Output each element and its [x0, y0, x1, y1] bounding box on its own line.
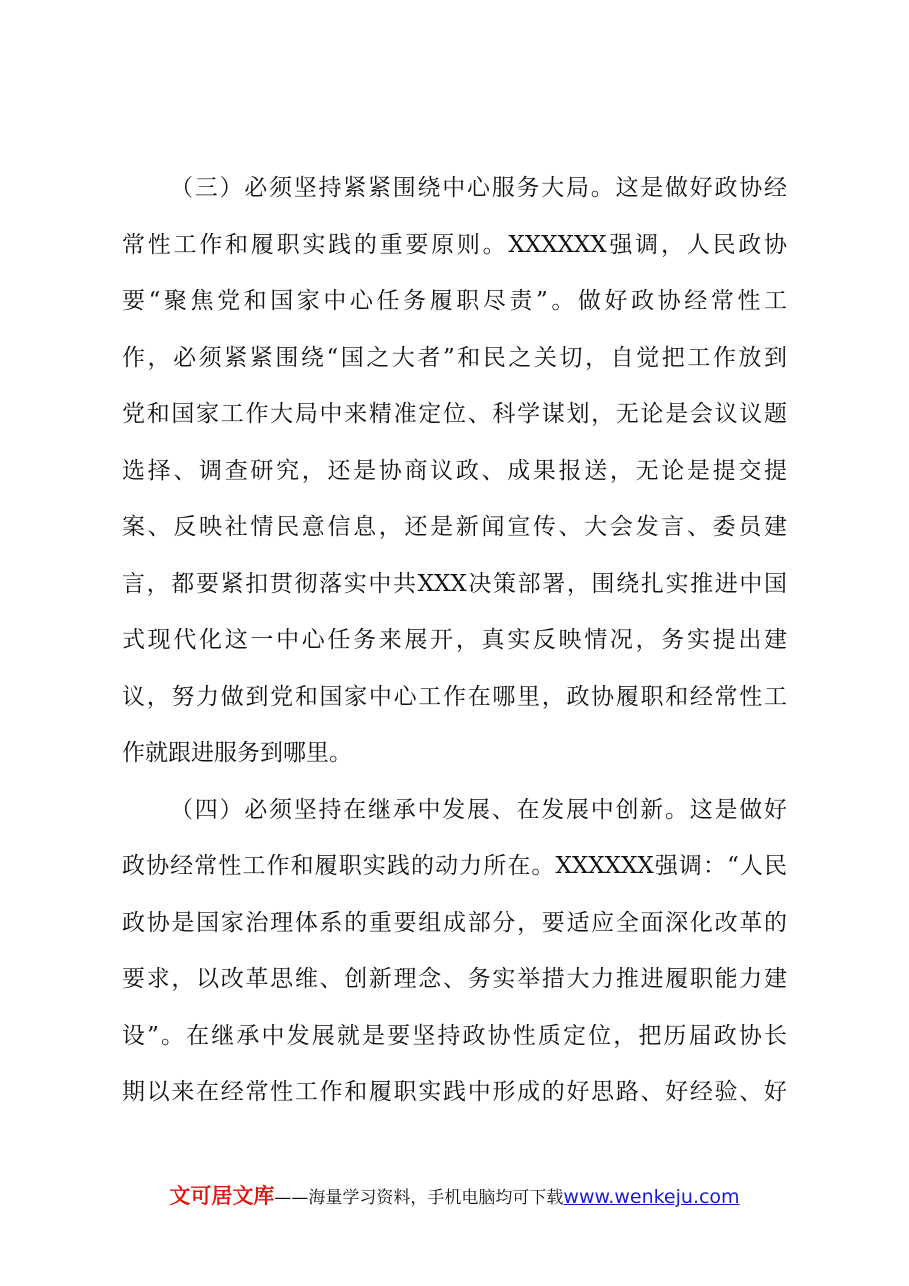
- paragraph-line: 常性工作和履职实践的重要原则。XXXXXX强调，人民政协: [122, 231, 787, 258]
- paragraph-line: 案、反映社情民意信息，还是新闻宣传、大会发言、委员建: [122, 514, 787, 540]
- footer-site-link[interactable]: www.wenkeju.com: [563, 1186, 740, 1208]
- paragraph-line: 党和国家工作大局中来精准定位、科学谋划，无论是会议议题: [122, 401, 787, 427]
- paragraph-line: 设”。在继承中发展就是要坚持政协性质定位，把历届政协长: [122, 1022, 787, 1049]
- footer-slogan: ——海量学习资料，手机电脑均可下载: [274, 1188, 564, 1208]
- paragraph-line: 选择、调查研究，还是协商议政、成果报送，无论是提交提: [122, 457, 787, 484]
- paragraph-line: 要求，以改革思维、创新理念、务实举措大力推进履职能力建: [122, 966, 787, 992]
- footer-brand: 文可居文库: [169, 1184, 275, 1208]
- paragraph-line: （三）必须坚持紧紧围绕中心服务大局。这是做好政协经: [170, 175, 787, 201]
- paragraph-line: 议，努力做到党和国家中心工作在哪里，政协履职和经常性工: [122, 683, 787, 710]
- paragraph-line: 言，都要紧扣贯彻落实中共XXX决策部署，围绕扎实推进中国: [122, 570, 787, 597]
- footer-banner: [0, 1180, 909, 1210]
- paragraph-line: 政协是国家治理体系的重要组成部分，要适应全面深化改革的: [122, 909, 787, 936]
- paragraph-line: 政协经常性工作和履职实践的动力所在。XXXXXX强调：“人民: [122, 853, 787, 879]
- paragraph-line: 式现代化这一中心任务来展开，真实反映情况，务实提出建: [122, 627, 787, 653]
- paragraph-line: 作就跟进服务到哪里。: [122, 740, 352, 766]
- body-text: [122, 160, 787, 1121]
- paragraph-line: （四）必须坚持在继承中发展、在发展中创新。这是做好: [170, 796, 787, 823]
- paragraph-line: 要“聚焦党和国家中心任务履职尽责”。做好政协经常性工: [122, 288, 787, 314]
- paragraph-line: 期以来在经常性工作和履职实践中形成的好思路、好经验、好: [122, 1079, 787, 1105]
- paragraph-line: 作，必须紧紧围绕“国之大者”和民之关切，自觉把工作放到: [122, 344, 787, 371]
